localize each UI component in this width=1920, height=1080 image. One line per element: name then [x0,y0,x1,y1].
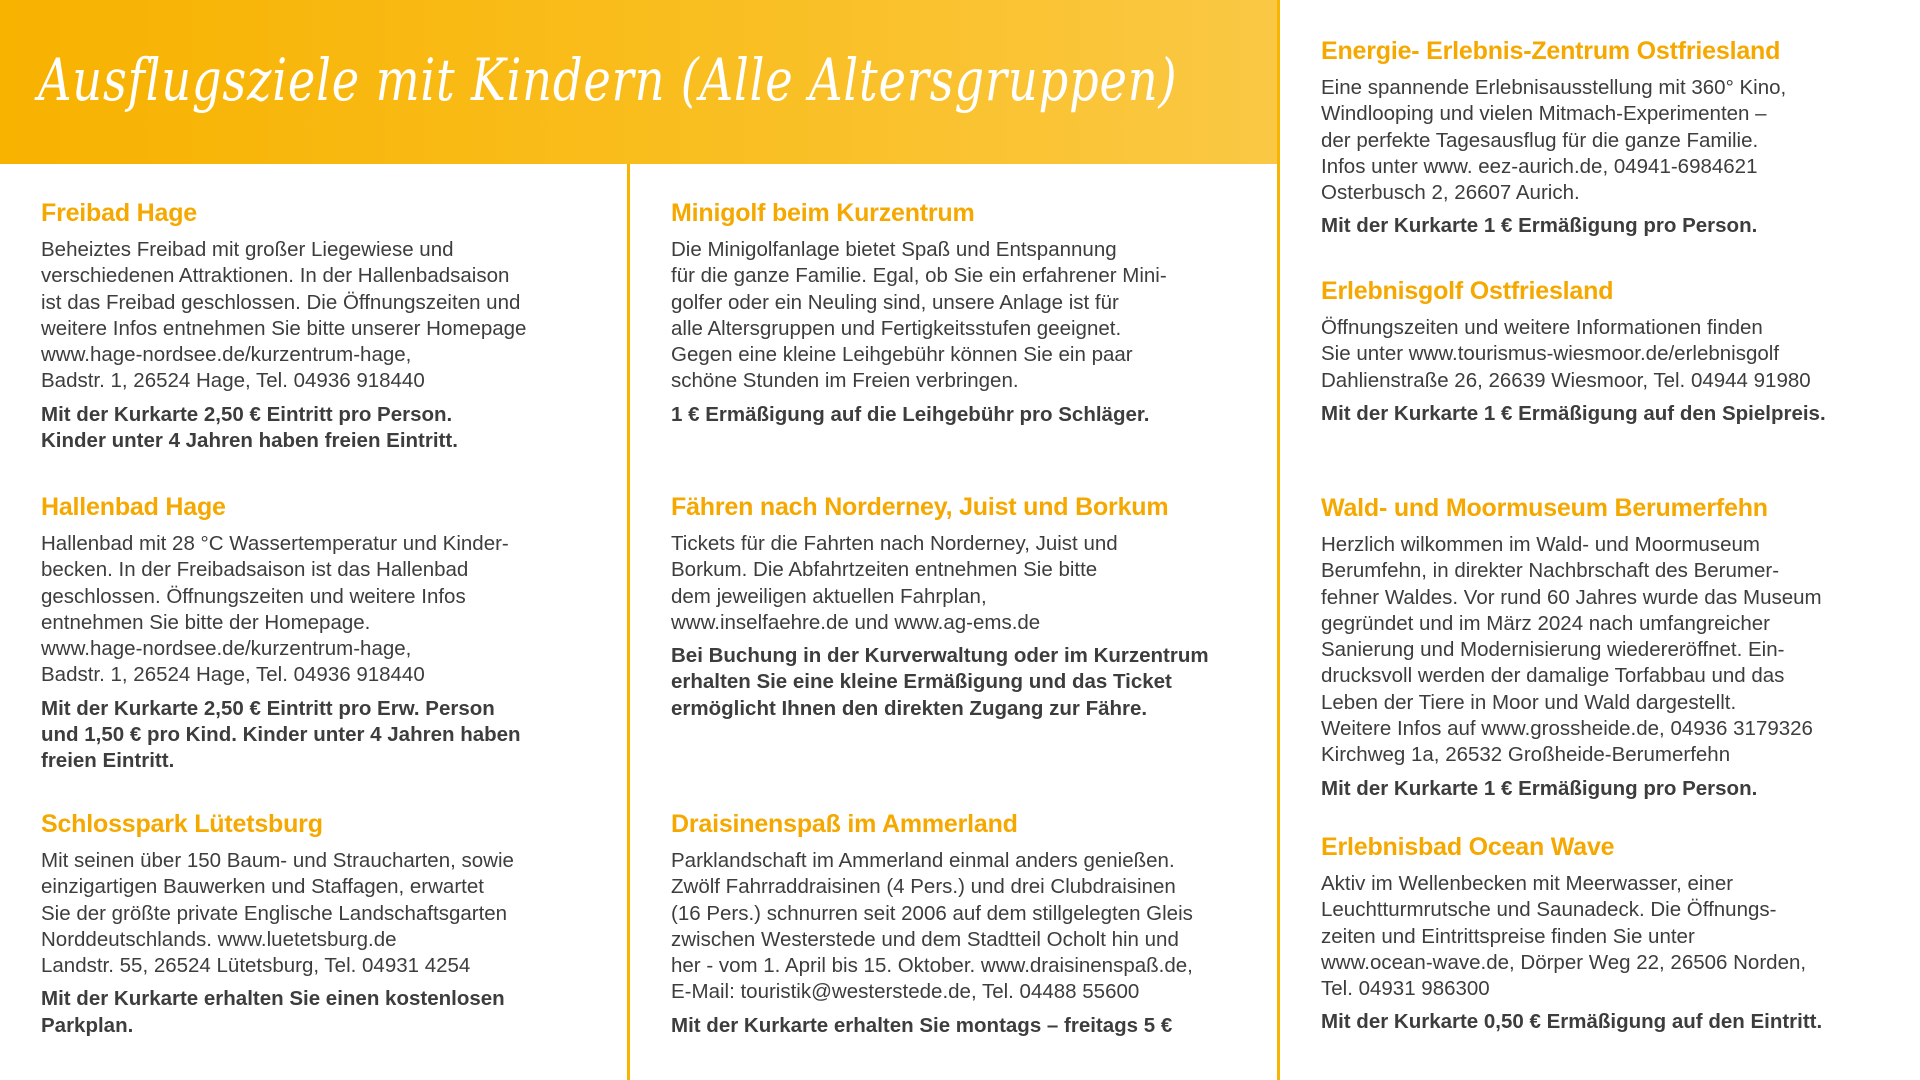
kurkarte-discount-note [41,402,611,455]
entry-ocean-wave [1321,832,1911,1036]
entry-draisinenspass [671,809,1261,1039]
description-line: Parklandschaft im Ammerland einmal anders genießen. [671,849,1175,872]
entry-description [1321,75,1911,206]
entry-description [1321,532,1911,769]
page-title: Ausflugsziele mit Kindern (Alle Altersgruppen) [38,46,1178,114]
description-line: für die ganze Familie. Egal, ob Sie ein erfahrener Mini- [671,264,1167,288]
description-line: Leuchtturmrutsche und Saunadeck. Die Öffnungs- [1321,898,1777,922]
discount-line: freien Eintritt. [41,749,175,773]
kurkarte-discount-note [671,1013,1261,1039]
entry-description [41,848,611,979]
description-line: drucksvoll werden der damalige Torfabbau und das [1321,664,1785,688]
entry-description [671,531,1261,636]
entry-title: Draisinenspaß im Ammerland [671,810,1018,838]
description-line: Die Minigolfanlage bietet Spaß und Entspannung [671,238,1117,261]
description-line: E-Mail: touristik@westerstede.de, Tel. 04488 55600 [671,980,1140,1004]
description-line: der perfekte Tagesausflug für die ganze Familie. [1321,128,1759,152]
description-line: Borkum. Die Abfahrtzeiten entnehmen Sie bitte [671,558,1098,582]
entry-wald-moormuseum [1321,493,1911,802]
description-line: www.ocean-wave.de, Dörper Weg 22, 26506 Norden, [1321,950,1807,974]
description-line: Tickets für die Fahrten nach Norderney, Juist und [671,532,1118,555]
description-line: Eine spannende Erlebnisausstellung mit 360° Kino, [1321,76,1787,99]
description-line: gegründet und im März 2024 nach umfangreicher [1321,611,1770,635]
entry-description [671,237,1261,395]
description-line: Badstr. 1, 26524 Hage, Tel. 04936 918440 [41,663,425,687]
discount-line: und 1,50 € pro Kind. Kinder unter 4 Jahren haben [41,723,521,747]
description-line: Weitere Infos auf www.grossheide.de, 04936 3179326 [1321,717,1813,741]
header-banner [0,0,1277,164]
discount-line: Mit der Kurkarte 0,50 € Ermäßigung auf den Eintritt. [1321,1010,1823,1034]
kurkarte-discount-note [671,643,1261,722]
entry-description [1321,315,1911,394]
discount-line: Parkplan. [41,1013,134,1037]
entry-description [671,848,1261,1006]
discount-line: erhalten Sie eine kleine Ermäßigung und das Ticket [671,670,1172,694]
description-line: Kirchweg 1a, 26532 Großheide-Berumerfehn [1321,743,1731,767]
description-line: Windlooping und vielen Mitmach-Experimenten – [1321,102,1767,126]
kurkarte-discount-note [1321,776,1911,802]
description-line: verschiedenen Attraktionen. In der Hallenbadsaison [41,264,510,288]
kurkarte-discount-note [1321,401,1911,427]
description-line: Gegen eine kleine Leihgebühr können Sie ein paar [671,343,1133,367]
description-line: Hallenbad mit 28 °C Wassertemperatur und Kinder- [41,532,509,555]
kurkarte-discount-note [1321,1009,1911,1035]
description-line: Leben der Tiere in Moor und Wald dargestellt. [1321,690,1737,714]
description-line: Berumfehn, in direkter Nachbrschaft des Berumer- [1321,559,1780,583]
discount-line: Bei Buchung in der Kurverwaltung oder im Kurzentrum [671,644,1209,668]
description-line: schöne Stunden im Freien verbringen. [671,369,1019,393]
description-line: Mit seinen über 150 Baum- und Straucharten, sowie [41,849,514,872]
description-line: dem jeweiligen aktuellen Fahrplan, [671,584,987,608]
discount-line: 1 € Ermäßigung auf die Leihgebühr pro Schläger. [671,402,1150,426]
kurkarte-discount-note [1321,213,1911,239]
entry-title: Minigolf beim Kurzentrum [671,199,975,227]
discount-line: Mit der Kurkarte 1 € Ermäßigung pro Person. [1321,214,1758,238]
description-line: Herzlich wilkommen im Wald- und Moormuseum [1321,533,1760,556]
description-line: golfer oder ein Neuling sind, unsere Anlage ist für [671,290,1119,314]
description-line: Tel. 04931 986300 [1321,977,1490,1001]
discount-line: Mit der Kurkarte erhalten Sie montags – freitags 5 € [671,1013,1173,1037]
description-line: weitere Infos entnehmen Sie bitte unserer Homepage [41,316,527,340]
discount-line: Kinder unter 4 Jahren haben freien Eintritt. [41,429,458,453]
entry-description [1321,871,1911,1002]
description-line: Öffnungszeiten und weitere Informationen finden [1321,316,1763,339]
kurkarte-discount-note [41,986,611,1039]
description-line: Sanierung und Modernisierung wiedereröffnet. Ein- [1321,638,1785,662]
description-line: Dahlienstraße 26, 26639 Wiesmoor, Tel. 04944 91980 [1321,368,1811,392]
entry-title: Freibad Hage [41,199,197,227]
description-line: Landstr. 55, 26524 Lütetsburg, Tel. 04931 4254 [41,954,471,978]
description-line: einzigartigen Bauwerken und Staffagen, erwartet [41,875,484,899]
discount-line: Mit der Kurkarte 1 € Ermäßigung auf den Spielpreis. [1321,401,1826,425]
description-line: her - vom 1. April bis 15. Oktober. www.draisinenspaß.de, [671,954,1193,978]
entry-hallenbad-hage [41,492,611,775]
entry-title: Energie- Erlebnis-Zentrum Ostfriesland [1321,37,1781,65]
description-line: Infos unter www. eez-aurich.de, 04941-6984621 [1321,154,1758,178]
column-divider [1277,0,1280,1080]
description-line: (16 Pers.) schnurren seit 2006 auf dem stillgelegten Gleis [671,901,1193,925]
description-line: Sie der größte private Englische Landschaftsgarten [41,901,508,925]
description-line: zwischen Westerstede und dem Stadtteil Ocholt hin und [671,927,1179,951]
discount-line: Mit der Kurkarte 2,50 € Eintritt pro Erw. Person [41,696,495,720]
entry-title: Fähren nach Norderney, Juist und Borkum [671,493,1169,521]
discount-line: Mit der Kurkarte 2,50 € Eintritt pro Person. [41,402,453,426]
column-divider [627,164,630,1080]
entry-minigolf [671,198,1261,428]
description-line: fehner Waldes. Vor rund 60 Jahres wurde das Museum [1321,585,1822,609]
description-line: Aktiv im Wellenbecken mit Meerwasser, einer [1321,872,1734,895]
entry-erlebnisgolf [1321,276,1911,427]
entry-freibad-hage [41,198,611,454]
discount-line: Mit der Kurkarte 1 € Ermäßigung pro Person. [1321,776,1758,800]
description-line: geschlossen. Öffnungszeiten und weitere Infos [41,584,466,608]
entry-title: Schlosspark Lütetsburg [41,810,323,838]
description-line: Osterbusch 2, 26607 Aurich. [1321,181,1580,205]
entry-title: Erlebnisbad Ocean Wave [1321,833,1615,861]
entry-schlosspark-luetetsburg [41,809,611,1039]
entry-description [41,237,611,395]
description-line: www.hage-nordsee.de/kurzentrum-hage, [41,637,412,661]
discount-line: Mit der Kurkarte erhalten Sie einen kostenlosen [41,987,505,1011]
description-line: ist das Freibad geschlossen. Die Öffnungszeiten und [41,290,521,314]
description-line: www.hage-nordsee.de/kurzentrum-hage, [41,343,412,367]
description-line: entnehmen Sie bitte der Homepage. [41,610,371,634]
entry-title: Hallenbad Hage [41,493,226,521]
entry-title: Wald- und Moormuseum Berumerfehn [1321,494,1768,522]
discount-line: ermöglicht Ihnen den direkten Zugang zur Fähre. [671,696,1148,720]
description-line: Zwölf Fahrraddraisinen (4 Pers.) und drei Clubdraisinen [671,875,1176,899]
description-line: Badstr. 1, 26524 Hage, Tel. 04936 918440 [41,369,425,393]
description-line: www.inselfaehre.de und www.ag-ems.de [671,610,1041,634]
description-line: Norddeutschlands. www.luetetsburg.de [41,927,397,951]
description-line: becken. In der Freibadsaison ist das Hallenbad [41,558,469,582]
kurkarte-discount-note [671,402,1261,428]
entry-description [41,531,611,689]
description-line: Beheiztes Freibad mit großer Liegewiese und [41,238,454,261]
kurkarte-discount-note [41,696,611,775]
description-line: alle Altersgruppen und Fertigkeitsstufen geeignet. [671,316,1122,340]
description-line: zeiten und Eintrittspreise finden Sie unter [1321,924,1695,948]
entry-faehren [671,492,1261,722]
description-line: Sie unter www.tourismus-wiesmoor.de/erlebnisgolf [1321,342,1780,366]
entry-title: Erlebnisgolf Ostfriesland [1321,277,1614,305]
entry-energie-erlebnis-zentrum [1321,36,1911,240]
